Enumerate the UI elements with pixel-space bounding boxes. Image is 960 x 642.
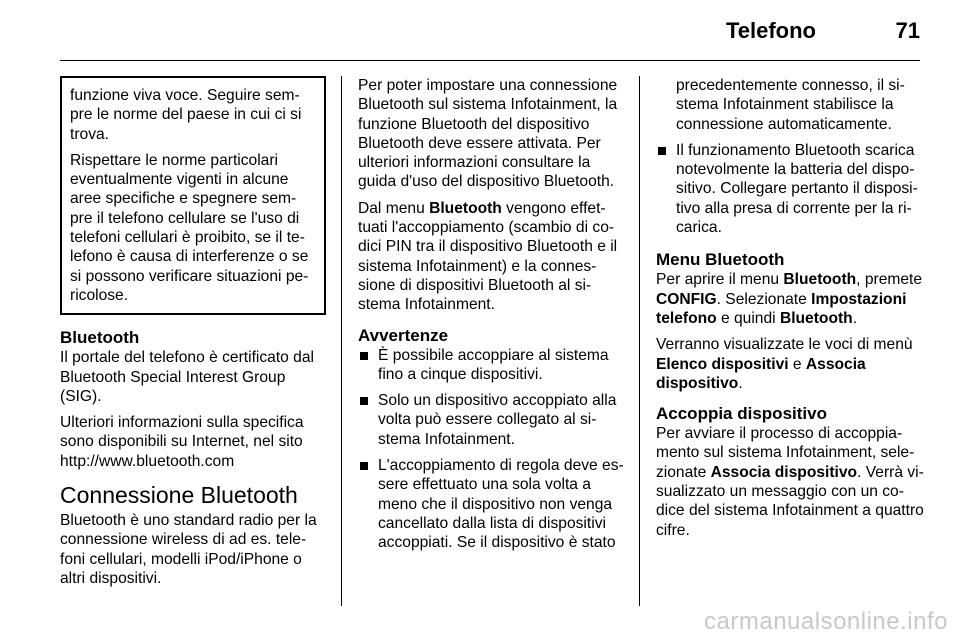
column-divider-right [639,76,640,606]
connessione-paragraph: Bluetooth è uno standard radio per la connessione wireless di ad es. tele-foni cellulari, modelli iPod/iPhone o altri dispositivi. [60,512,317,587]
text-run: . Selezionate [716,290,812,308]
column-3 [656,76,924,547]
heading-avvertenze: Avvertenze [358,325,449,345]
list-item-text: È possibile accoppiare al sistema fino a cinque dispositivi. [378,346,609,383]
heading-menu-bluetooth: Menu Bluetooth [656,250,785,270]
menu-term-associa-dispositivo: Associa dispositivo [710,463,858,481]
bullet-square-icon [360,352,368,360]
text-run: . [738,374,743,392]
col3-list [656,141,924,237]
list-item-text: Il funzionamento Bluetooth scarica notevolmente la batteria del dispo-sitivo. Collegare pertanto il disposi-tivo alla presa di corrente per la ri-carica. [676,141,918,237]
menu-term-bluetooth: Bluetooth [429,199,502,217]
text-run: . [852,309,858,327]
menu-term-elenco-dispositivi: Elenco dispositivi [656,355,789,373]
continued-bullet-text: precedentemente connesso, il si-stema Infotainment stabilisce la connessione automaticamente. [676,77,905,133]
column-2 [358,76,626,560]
text-run: Per aprire il menu [656,271,784,289]
list-item [358,346,626,385]
notice-paragraph-1: funzione viva voce. Seguire sem-pre le norme del paese in cui ci si trova. [70,87,302,143]
accoppia-paragraph [656,424,924,540]
list-item-text: L'accoppiamento di regola deve es-sere effettuato una sola volta a meno che il dispositivo non venga cancellato dalla lista di dispositivi accoppiati. Se il dispositivo è stato [378,457,624,552]
text-run: e quindi [716,309,780,327]
menu-term-associa-dispositivo: Associa dispositivo [656,355,866,392]
bullet-square-icon [360,462,368,470]
col2-paragraph-2 [358,199,626,315]
menu-term-bluetooth: Bluetooth [783,271,857,289]
col2-paragraph-1: Per poter impostare una connessione Bluetooth sul sistema Infotainment, la funzione Bluetooth del dispositivo Bluetooth deve essere attivata. Per ulteriori informazioni consultare la guida d'uso del dispositivo Bluetooth. [358,77,618,191]
column-1 [60,76,326,595]
bullet-square-icon [658,147,666,155]
list-item [358,456,626,552]
text-run: . Verrà vi-sualizzato un messaggio con un co-dice del sistema Infotainment a quattro cifre. [656,463,924,539]
text-run: Verranno visualizzate le voci di menù [656,336,913,354]
page-number: 71 [895,18,920,43]
header-rule [60,60,920,61]
list-item [656,141,924,237]
text-run: vengono effet-tuati l'accoppiamento (scambio di co-dici PIN tra il dispositivo Bluetooth e il sistema Infotainment) e la connes-sione di dispositivi Bluetooth al si-stema Infotainment. [358,199,618,314]
column-divider-left [341,76,342,606]
watermark: carmanualsonline.info [704,608,948,635]
text-run: Dal menu [358,199,430,217]
menu-term-impostazioni-telefono: Impostazioni telefono [656,290,907,327]
bluetooth-paragraph-1: Il portale del telefono è certificato dal Bluetooth Special Interest Group (SIG). [60,349,314,405]
list-item [358,391,626,449]
heading-accoppia-dispositivo: Accoppia dispositivo [656,404,827,424]
menu-term-bluetooth: Bluetooth [779,309,853,327]
text-run: Per avviare il processo di accoppia-mento sul sistema Infotainment, sele-zionate [656,425,915,481]
button-term-config: CONFIG [656,290,717,308]
text-run: , premete [856,271,923,289]
text-run: e [788,355,806,373]
list-item-text: Solo un dispositivo accoppiato alla volta può essere collegato al si-stema Infotainment. [378,392,617,448]
menu-paragraph-1 [656,270,924,328]
heading-bluetooth: Bluetooth [60,328,140,348]
avvertenze-list [358,346,626,553]
bluetooth-paragraph-2: Ulteriori informazioni sulla specifica sono disponibili su Internet, nel sito http://www.bluetooth.com [60,414,304,470]
notice-box [60,76,326,315]
bullet-square-icon [360,397,368,405]
notice-paragraph-2: Rispettare le norme particolari eventualmente vigenti in alcune aree specifiche e spegnere sem-pre il telefono cellulare se l'uso di telefoni cellulari è proibito, se il te-lefono è causa di interferenze o se si possono verificare situazioni pe-ricolose. [70,151,309,304]
heading-connessione-bluetooth: Connessione Bluetooth [60,482,298,509]
page-header-title: Telefono [725,18,816,43]
menu-paragraph-2 [656,335,924,393]
